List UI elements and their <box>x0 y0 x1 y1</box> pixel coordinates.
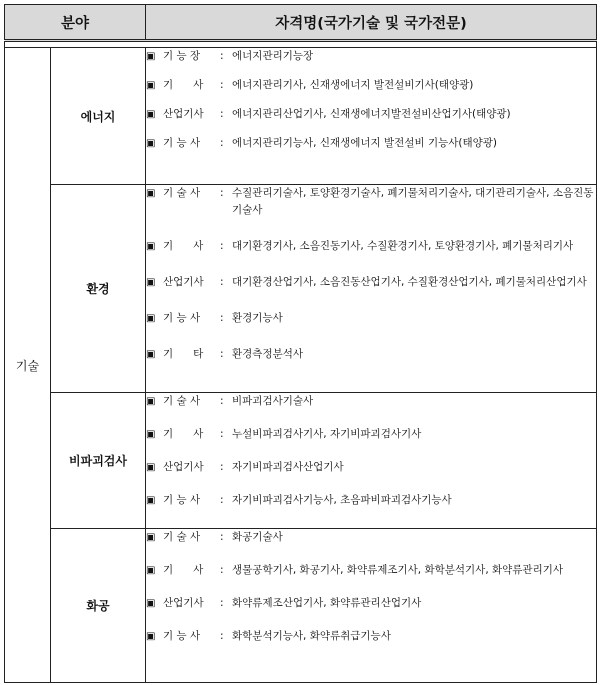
item-text: 대기환경기사, 소음진동기사, 수질환경기사, 토양환경기사, 폐기물처리기사 <box>232 240 574 252</box>
item-colon: : <box>220 494 224 506</box>
list-item <box>146 346 596 363</box>
list-item <box>146 492 596 509</box>
item-colon: : <box>220 630 224 642</box>
item-text: 화공기술사 <box>232 531 283 543</box>
item-text: 화학분석기능사, 화약류취급기능사 <box>232 630 391 642</box>
item-text: 비파괴검사기술사 <box>232 395 314 407</box>
item-text: 화약류제조산업기사, 화약류관리산업기사 <box>232 597 422 609</box>
item-category: 기 능 장 <box>163 50 201 62</box>
list-item <box>146 135 596 152</box>
item-category: 산업기사 <box>163 461 204 473</box>
item-category: 기 능 사 <box>163 137 201 149</box>
list-item <box>146 426 596 443</box>
section-row-environment <box>5 185 597 393</box>
bullet-icon: ▣ <box>146 138 156 149</box>
section-name-chemical: 화공 <box>51 529 146 683</box>
item-category: 기 능 사 <box>163 494 201 506</box>
item-colon: : <box>220 108 224 120</box>
item-text: 환경기능사 <box>232 312 283 324</box>
section-items-chemical <box>146 529 597 683</box>
list-item <box>146 77 596 94</box>
item-category: 기 사 <box>163 240 204 252</box>
item-text: 에너지관리기사, 신재생에너지 발전설비기사(태양광) <box>232 79 474 91</box>
item-category: 기 술 사 <box>163 395 201 407</box>
item-text: 누설비파괴검사기사, 자기비파괴검사기사 <box>232 428 422 440</box>
section-items-energy <box>146 48 597 185</box>
item-colon: : <box>220 312 224 324</box>
bullet-icon: ▣ <box>146 109 156 120</box>
item-category: 기 술 사 <box>163 187 201 199</box>
bullet-icon: ▣ <box>146 51 156 62</box>
item-category: 기 술 사 <box>163 531 201 543</box>
list-item <box>146 274 596 291</box>
item-text: 수질관리기술사, 토양환경기술사, 폐기물처리기술사, 대기관리기술사, 소음진동기술사 <box>232 187 594 216</box>
item-colon: : <box>220 531 224 543</box>
bullet-icon: ▣ <box>146 188 156 199</box>
header-field: 분야 <box>5 5 146 41</box>
item-category: 기 능 사 <box>163 630 201 642</box>
list-item <box>146 238 596 255</box>
bullet-icon: ▣ <box>146 598 156 609</box>
bullet-icon: ▣ <box>146 80 156 91</box>
list-item <box>146 459 596 476</box>
bullet-icon: ▣ <box>146 462 156 473</box>
list-item <box>146 393 596 410</box>
item-category: 기 능 사 <box>163 312 201 324</box>
header-cert-name: 자격명(국가기술 및 국가전문) <box>146 5 597 41</box>
list-item <box>146 106 596 123</box>
list-item <box>146 310 596 327</box>
section-name-energy: 에너지 <box>51 48 146 185</box>
item-text: 생물공학기사, 화공기사, 화약류제조기사, 화학분석기사, 화약류관리기사 <box>232 564 564 576</box>
item-colon: : <box>220 50 224 62</box>
item-category: 기 사 <box>163 428 204 440</box>
item-text: 환경측정분석사 <box>232 348 304 360</box>
certification-table <box>4 4 597 683</box>
list-item <box>146 529 596 546</box>
item-colon: : <box>220 461 224 473</box>
item-text: 에너지관리산업기사, 신재생에너지발전설비산업기사(태양광) <box>232 108 511 120</box>
list-item <box>146 595 596 612</box>
list-item <box>146 562 596 579</box>
item-text: 대기환경산업기사, 소음진동산업기사, 수질환경산업기사, 폐기물처리산업기사 <box>232 276 587 288</box>
field-label: 기술 <box>5 48 51 683</box>
section-name-ndt: 비파괴검사 <box>51 393 146 529</box>
item-colon: : <box>220 240 224 252</box>
bullet-icon: ▣ <box>146 396 156 407</box>
item-text: 자기비파괴검사산업기사 <box>232 461 344 473</box>
section-name-environment: 환경 <box>51 185 146 393</box>
spacer-row <box>5 41 597 48</box>
item-category: 기 사 <box>163 564 204 576</box>
item-colon: : <box>220 597 224 609</box>
bullet-icon: ▣ <box>146 241 156 252</box>
item-colon: : <box>220 428 224 440</box>
item-category: 기 사 <box>163 79 204 91</box>
item-colon: : <box>220 79 224 91</box>
bullet-icon: ▣ <box>146 532 156 543</box>
item-category: 산업기사 <box>163 276 204 288</box>
header-row <box>5 5 597 41</box>
bullet-icon: ▣ <box>146 349 156 360</box>
section-items-environment <box>146 185 597 393</box>
section-items-ndt <box>146 393 597 529</box>
list-item <box>146 48 596 65</box>
bullet-icon: ▣ <box>146 429 156 440</box>
section-row-ndt <box>5 393 597 529</box>
item-colon: : <box>220 348 224 360</box>
bullet-icon: ▣ <box>146 565 156 576</box>
item-colon: : <box>220 187 224 199</box>
section-row-chemical <box>5 529 597 683</box>
bullet-icon: ▣ <box>146 313 156 324</box>
bullet-icon: ▣ <box>146 631 156 642</box>
item-category: 산업기사 <box>163 597 204 609</box>
item-text: 에너지관리기능장 <box>232 50 314 62</box>
list-item <box>146 628 596 645</box>
item-category: 기 타 <box>163 348 204 360</box>
bullet-icon: ▣ <box>146 495 156 506</box>
item-text: 자기비파괴검사기능사, 초음파비파괴검사기능사 <box>232 494 452 506</box>
item-colon: : <box>220 395 224 407</box>
item-category: 산업기사 <box>163 108 204 120</box>
item-colon: : <box>220 276 224 288</box>
item-text: 에너지관리기능사, 신재생에너지 발전설비 기능사(태양광) <box>232 137 497 149</box>
section-row-energy <box>5 48 597 185</box>
list-item <box>146 185 596 219</box>
bullet-icon: ▣ <box>146 277 156 288</box>
item-colon: : <box>220 137 224 149</box>
item-colon: : <box>220 564 224 576</box>
